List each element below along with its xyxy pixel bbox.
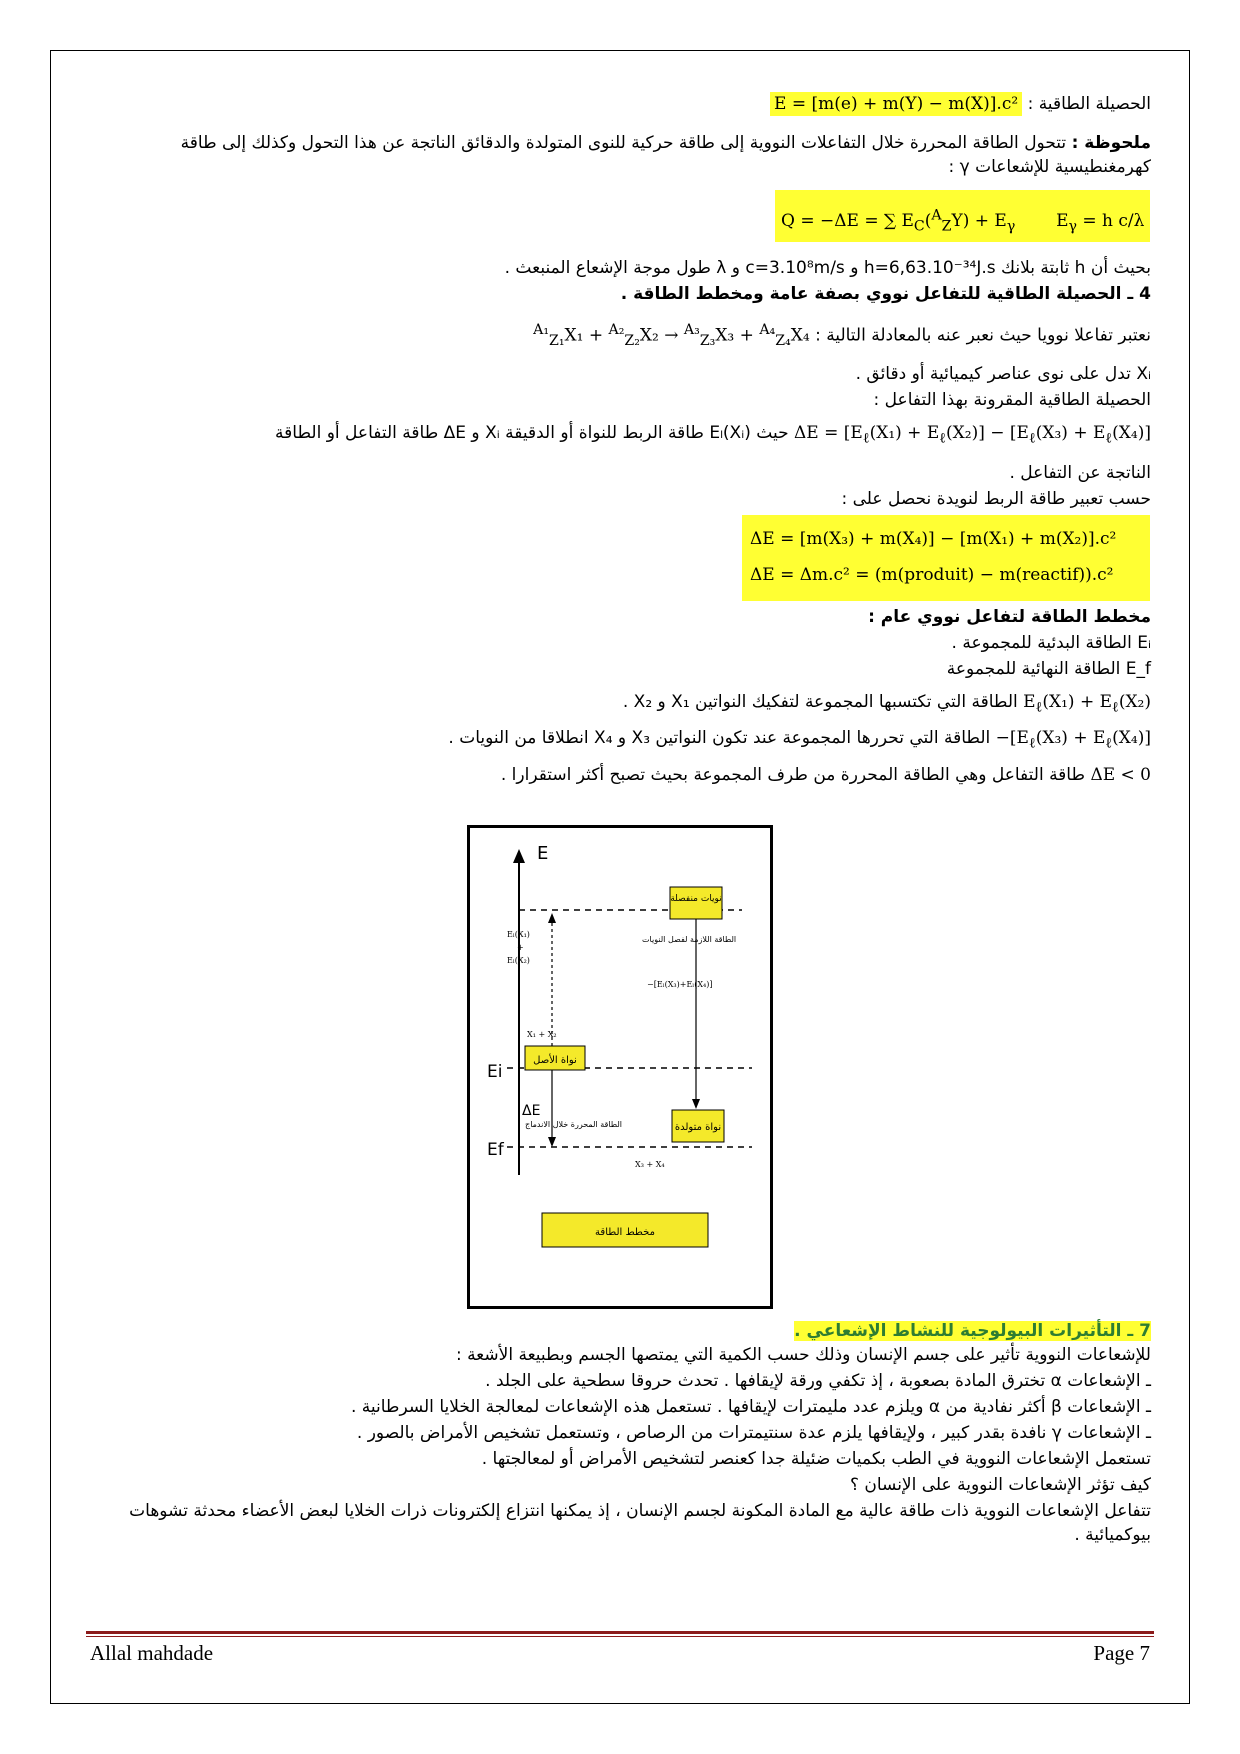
delta-e-line [275, 421, 1151, 450]
separated-nucleons-label: نويات منفصلة [670, 894, 722, 904]
section7-title: 7 ـ التأثيرات البيولوجية للنشاط الإشعاعي . [794, 1321, 1151, 1341]
q-formula-box [775, 190, 1150, 242]
gamma-line: ـ الإشعاعات γ نافدة بقدر كبير ، ولإيقافها يلزم عدة سنتيمترات من الرصاص ، وتستعمل تشخيص الأمراض بالصور . [356, 1423, 1151, 1443]
absorbed-line [623, 690, 1151, 719]
absorbed-formula: $E_\ell(X_1) + E_\ell(X_2)$ [1023, 692, 1151, 716]
note-label: ملحوظة : [1071, 133, 1151, 153]
ei-label: Ei [487, 1062, 503, 1082]
answer-paragraph: تتفاعل الإشعاعات النووية ذات طاقة عالية مع المادة المكونة لجسم الإنسان ، إذ يمكنها انتزاع إلكترونات ذرات الخلايا لبعض الأعضاء محدثة تشوهات بيوكميائية . [129, 1501, 1151, 1545]
reaction-line [533, 318, 1151, 353]
footer-rule [86, 1631, 1154, 1634]
diagram-heading: مخطط الطاقة لتفاعل نووي عام : [868, 607, 1151, 627]
energy-balance-formula: E = [m(e) + m(Y) − m(X)].c² [770, 92, 1022, 116]
reaction-intro: نعتبر تفاعلا نوويا حيث نعبر عنه بالمعادلة التالية : [815, 325, 1151, 346]
binding-intro: حسب تعبير طاقة الربط لنويدة نحصل على : [841, 489, 1151, 509]
released-fusion-label: الطاقة المحررة خلال الاندماج [525, 1120, 622, 1129]
released-line [448, 726, 1151, 755]
absorbed-text: الطاقة التي تكتسبها المجموعة لتفكيك النواتين X₁ و X₂ . [622, 692, 1018, 712]
ei-definition: Eᵢ الطاقة البدئية للمجموعة . [951, 633, 1151, 653]
note-paragraph [125, 131, 1151, 179]
left-formula-top: Eₗ(X₁) [507, 930, 530, 939]
energy-diagram [467, 825, 773, 1309]
balance-intro: الحصيلة الطاقية المقرونة بهذا التفاعل : [873, 390, 1151, 410]
constants-line: بحيث أن h ثابتة بلانك h=6,63.10⁻³⁴J.s و c=3.10⁸m/s و λ طول موجة الإشعاع المنبعث . [504, 258, 1151, 278]
reaction-equation: $^{A_1}_{Z_1}$X₁ + $^{A_2}_{Z_2}$X₂ → $^{A_3}_{Z_3}$X₃ + $^{A_4}_{Z_4}$X₄ [533, 322, 810, 350]
energy-balance-label: الحصيلة الطاقية : [1027, 94, 1151, 114]
mass-formula-1: ΔE = [m(X₃) + m(X₄)] − [m(X₁) + m(X₂)].c² [750, 529, 1117, 549]
released-formula: $-[E_\ell(X_3) + E_\ell(X_4)]$ [995, 728, 1151, 752]
q-formula: Q = −ΔE = ∑ $E_C(^A_ZY) + E_\gamma$ [781, 207, 1016, 235]
ef-definition: E_f الطاقة النهائية للمجموعة [946, 659, 1151, 679]
note-text: تتحول الطاقة المحررة خلال التفاعلات النووية إلى طاقة حركية للنوى المتولدة والدقائق الناتجة عن هذا التحول وكذلك إلى طاقة كهرمغنطيسية للإشعاعات γ : [180, 133, 1151, 177]
mass-formulas-box [742, 515, 1150, 601]
negative-text: طاقة التفاعل وهي الطاقة المحررة من طرف المجموعة بحيث تصبح أكثر استقرارا . [500, 765, 1086, 785]
reactants-label: X₁ + X₂ [527, 1030, 557, 1039]
medical-use: تستعمل الإشعاعات النووية في الطب بكميات ضئيلة جدا كعنصر لتشخيص الأمراض أو لمعالجتها . [481, 1449, 1151, 1469]
left-formula-bottom: Eₗ(X₂) [507, 956, 530, 965]
ef-label: Ef [487, 1140, 504, 1160]
footer-page-number: Page 7 [1093, 1641, 1150, 1665]
question-line: كيف تؤثر الإشعاعات النووية على الإنسان ؟ [849, 1475, 1151, 1495]
section4-title: 4 ـ الحصيلة الطاقية للتفاعل نووي بصفة عامة ومخطط الطاقة . [620, 284, 1151, 304]
daughter-nucleus-label: نواة متولدة [674, 1122, 722, 1133]
negative-line [501, 763, 1151, 787]
axis-label: E [537, 843, 549, 864]
section7-line [794, 1319, 1151, 1343]
footer-author: Allal mahdade [90, 1641, 214, 1665]
delta-e-definition-cont: الناتجة عن التفاعل . [1009, 463, 1151, 483]
delta-e-formula: $\Delta E = [E_\ell(X_1) + E_\ell(X_2)] - [E_\ell(X_3) + E_\ell(X_4)]$ [794, 423, 1151, 447]
xi-definition: Xᵢ تدل على نوى عناصر كيميائية أو دقائق . [855, 364, 1151, 384]
egamma-formula: $E_\gamma = h$ c/λ [1056, 210, 1145, 235]
mass-formula-2: ΔE = Δm.c² = (m(produit) − m(reactif)).c² [750, 565, 1114, 585]
delta-e-definition: حيث Eₗ(Xᵢ) طاقة الربط للنواة أو الدقيقة Xᵢ و ΔE طاقة التفاعل أو الطاقة [275, 423, 789, 443]
left-formula-plus: + [517, 943, 524, 952]
products-label: X₃ + X₄ [635, 1160, 665, 1169]
bio-intro: للإشعاعات النووية تأثير على جسم الإنسان وذلك حسب الكمية التي يمتصها الجسم وبطبيعة الأشعة : [455, 1345, 1151, 1365]
alpha-line: ـ الإشعاعات α تخترق المادة بصعوبة ، إذ تكفي ورقة لإيقافها . تحدث حروقا سطحية على الجلد . [485, 1371, 1151, 1391]
beta-line: ـ الإشعاعات β أكثر نفادية من α ويلزم عدد مليمترات لإيقافها . تستعمل هذه الإشعاعات لمعالجة الخلايا السرطانية . [350, 1397, 1151, 1417]
footer-rule-thin [86, 1636, 1154, 1637]
parent-nucleus-label: نواة الأصل [533, 1055, 577, 1066]
delta-e-label: ΔE [522, 1103, 541, 1119]
caption-label: مخطط الطاقة [595, 1227, 655, 1238]
energy-balance-line [770, 92, 1151, 116]
released-text: الطاقة التي تحررها المجموعة عند تكون النواتين X₃ و X₄ انطلاقا من النويات . [448, 728, 991, 748]
energy-needed-label: الطاقة اللازمة لفصل النويات [642, 935, 737, 944]
right-formula: −[Eₗ(X₃)+Eₗ(X₄)] [647, 980, 713, 989]
negative-formula: ΔE < 0 [1090, 765, 1151, 785]
